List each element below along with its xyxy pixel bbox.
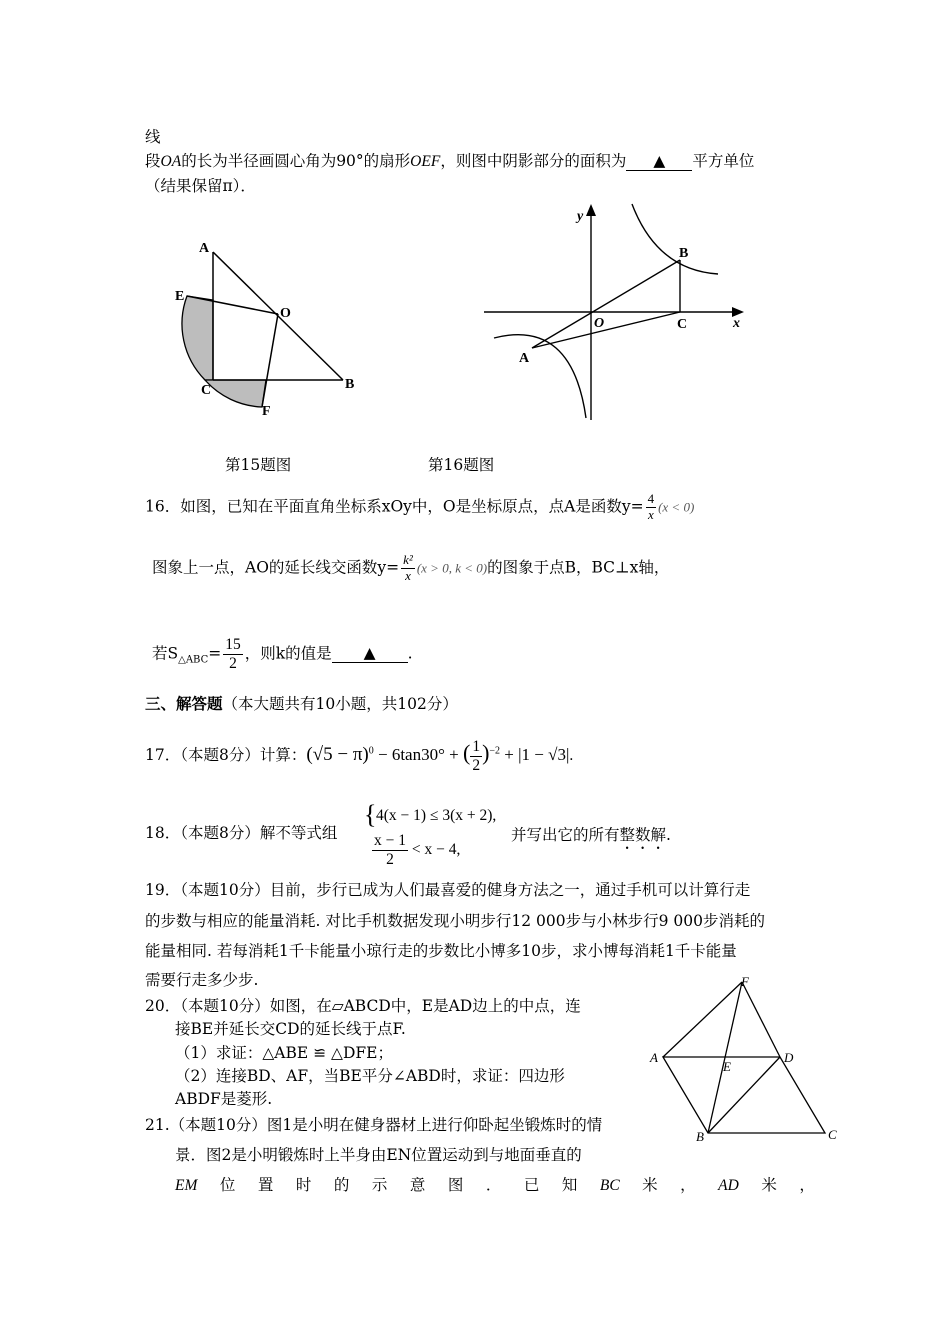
label-A: A xyxy=(519,351,530,366)
q20-line3: （1）求证：△ABE ≌ △DFE； xyxy=(175,1044,393,1062)
text: ． xyxy=(485,1176,502,1194)
text: ， xyxy=(680,1176,696,1194)
q20-line4: （2）连接BD、AF，当BE平分∠ABD时，求证：四边形 xyxy=(175,1067,565,1085)
q15-line2: （结果保留π）． xyxy=(145,177,256,195)
denominator: x xyxy=(647,506,654,522)
text: 的长为半径画圆心角为90°的扇形 xyxy=(181,152,411,170)
text: 示 xyxy=(371,1176,388,1194)
q20-line5: ABDF是菱形. xyxy=(175,1090,273,1108)
fraction-15-over-2 xyxy=(223,636,243,673)
expr: + |1 − √3| xyxy=(500,744,570,764)
q21-line2: 景．图2是小明锻炼时上半身由EN位置运动到与地面垂直的 xyxy=(175,1146,582,1164)
text: 时 xyxy=(295,1176,312,1194)
shaded-region-left xyxy=(182,296,213,380)
text: . xyxy=(569,746,574,764)
text: 已 xyxy=(523,1176,540,1194)
text: . xyxy=(407,644,413,663)
fraction xyxy=(372,832,408,869)
fraction-k2-over-x xyxy=(401,553,415,584)
text: 若S xyxy=(152,644,179,663)
denominator: 2 xyxy=(229,654,237,672)
q18-ineq2 xyxy=(372,832,460,869)
q19-line4: 需要行走多少步. xyxy=(145,971,259,989)
expr: − 6tan30° + xyxy=(373,744,463,764)
q18-prefix: 18．（本题8分）解不等式组 xyxy=(145,824,338,842)
text: BC xyxy=(599,1177,620,1194)
text: 置 xyxy=(257,1176,274,1194)
q16-line2 xyxy=(152,553,669,584)
label-B: B xyxy=(345,377,355,392)
label-B: B xyxy=(679,246,689,261)
q16-line1 xyxy=(145,492,694,523)
text: 图 xyxy=(447,1176,464,1194)
text: 并写出它的所有 xyxy=(511,826,620,844)
q20-figure xyxy=(645,972,845,1147)
text: ，则k的值是 xyxy=(244,644,332,663)
label-C: C xyxy=(201,383,212,398)
text: EM xyxy=(175,1177,198,1194)
label-y: y xyxy=(577,209,584,224)
q15-line0: 线 xyxy=(145,128,161,146)
label-E: E xyxy=(723,1059,731,1074)
q16-caption: 第16题图 xyxy=(428,456,495,474)
fraction-half xyxy=(470,738,482,775)
label-B: B xyxy=(696,1129,704,1144)
text: 米 xyxy=(642,1176,658,1194)
answer-blank xyxy=(332,646,408,663)
q20-line1: 20．（本题10分）如图，在▱ABCD中，E是AD边上的中点，连 xyxy=(145,997,581,1015)
label-F: F xyxy=(262,404,271,419)
text: AD xyxy=(718,1177,739,1194)
text: < x − 4, xyxy=(411,840,461,858)
denominator: x xyxy=(405,567,411,583)
text: 知 xyxy=(561,1176,578,1194)
text: 段 xyxy=(145,152,161,170)
q19-line3: 能量相同. 若每消耗1千卡能量小琼行走的步数比小博多10步，求小博每消耗1千卡能量 xyxy=(145,942,737,960)
text: 图象上一点，AO的延长线交函数y= xyxy=(152,558,400,577)
section3-heading xyxy=(145,696,458,713)
label-A: A xyxy=(650,1050,658,1065)
text: 16．如图，已知在平面直角坐标系xOy中，O是坐标原点，点A是函数y= xyxy=(145,497,644,516)
q15-caption: 第15题图 xyxy=(225,456,292,474)
label-O: O xyxy=(280,306,291,321)
text: 米 xyxy=(761,1176,777,1194)
label-D: D xyxy=(784,1050,794,1065)
q18-suffix xyxy=(511,826,671,853)
numerator: 15 xyxy=(225,636,241,653)
subscript: △ABC xyxy=(178,654,209,666)
q21-line3 xyxy=(175,1178,815,1194)
q15-figure xyxy=(165,232,375,422)
label-O: O xyxy=(594,316,605,331)
condition: (x < 0) xyxy=(658,499,695,515)
numerator: 4 xyxy=(647,491,655,506)
condition: (x > 0, k < 0) xyxy=(416,560,488,576)
triangle-mark: ▲ xyxy=(363,644,376,663)
text: ，则图中阴影部分的面积为 xyxy=(440,152,627,170)
q17-line: 17．（本题8分）计算：$(√5 - \pi)^0 - 6\tan 30^\circ$ + ( $\frac{1}{2}$ )$^{-2}$ + |1 − √3|. xyxy=(145,738,574,774)
label-C: C xyxy=(828,1127,837,1142)
text: 的 xyxy=(333,1176,350,1194)
section-title: 三、解答题 xyxy=(145,694,223,713)
q18-ineq1: 4(x − 1) ≤ 3(x + 2), xyxy=(376,807,497,824)
emphasized-text: 整数解 xyxy=(619,826,667,844)
text: = xyxy=(208,644,222,663)
exponent: −2 xyxy=(489,745,501,757)
text: OA xyxy=(160,153,182,170)
text: OEF xyxy=(410,153,441,170)
q19-line2: 的步数与相应的能量消耗. 对比手机数据发现小明步行12 000步与小林步行9 000步消耗的 xyxy=(145,912,765,930)
exponent: 0 xyxy=(368,745,374,757)
brace: { xyxy=(364,800,377,829)
text: 17．（本题8分）计算： xyxy=(145,745,307,764)
denominator: 2 xyxy=(386,850,394,868)
text: 平方单位 xyxy=(692,152,755,170)
numerator: 1 xyxy=(472,738,481,755)
q21-line1: 21.（本题10分）图1是小明在健身器材上进行仰卧起坐锻炼时的情 xyxy=(145,1116,603,1134)
q16-line3 xyxy=(152,636,413,673)
triangle-mark: ▲ xyxy=(653,152,666,170)
label-A: A xyxy=(199,241,210,256)
denominator: 2 xyxy=(472,756,481,774)
fraction-4-over-x xyxy=(646,492,657,523)
numerator: k² xyxy=(403,552,413,567)
label-x: x xyxy=(733,316,740,331)
label-C: C xyxy=(677,317,688,332)
label-F: F xyxy=(741,974,749,989)
text: . xyxy=(666,826,671,844)
section-note: （本大题共有10小题，共102分） xyxy=(222,695,458,713)
hyperbola-lower xyxy=(494,335,586,418)
text: ， xyxy=(799,1176,815,1194)
label-E: E xyxy=(175,289,185,304)
numerator: x − 1 xyxy=(374,832,406,849)
q16-figure xyxy=(482,200,752,425)
q19-line1: 19．（本题10分）目前，步行已成为人们最喜爱的健身方法之一，通过手机可以计算行走 xyxy=(145,881,751,899)
answer-blank xyxy=(626,154,692,171)
text: 的图象于点B，BC⊥x轴， xyxy=(487,558,670,577)
q15-line1 xyxy=(145,154,754,171)
shaded-region-bottom xyxy=(205,380,266,407)
expr: (√5 − π) xyxy=(306,743,369,765)
q20-line2: 接BE并延长交CD的延长线于点F. xyxy=(175,1020,406,1038)
text: 位 xyxy=(219,1176,236,1194)
text: 意 xyxy=(409,1176,426,1194)
